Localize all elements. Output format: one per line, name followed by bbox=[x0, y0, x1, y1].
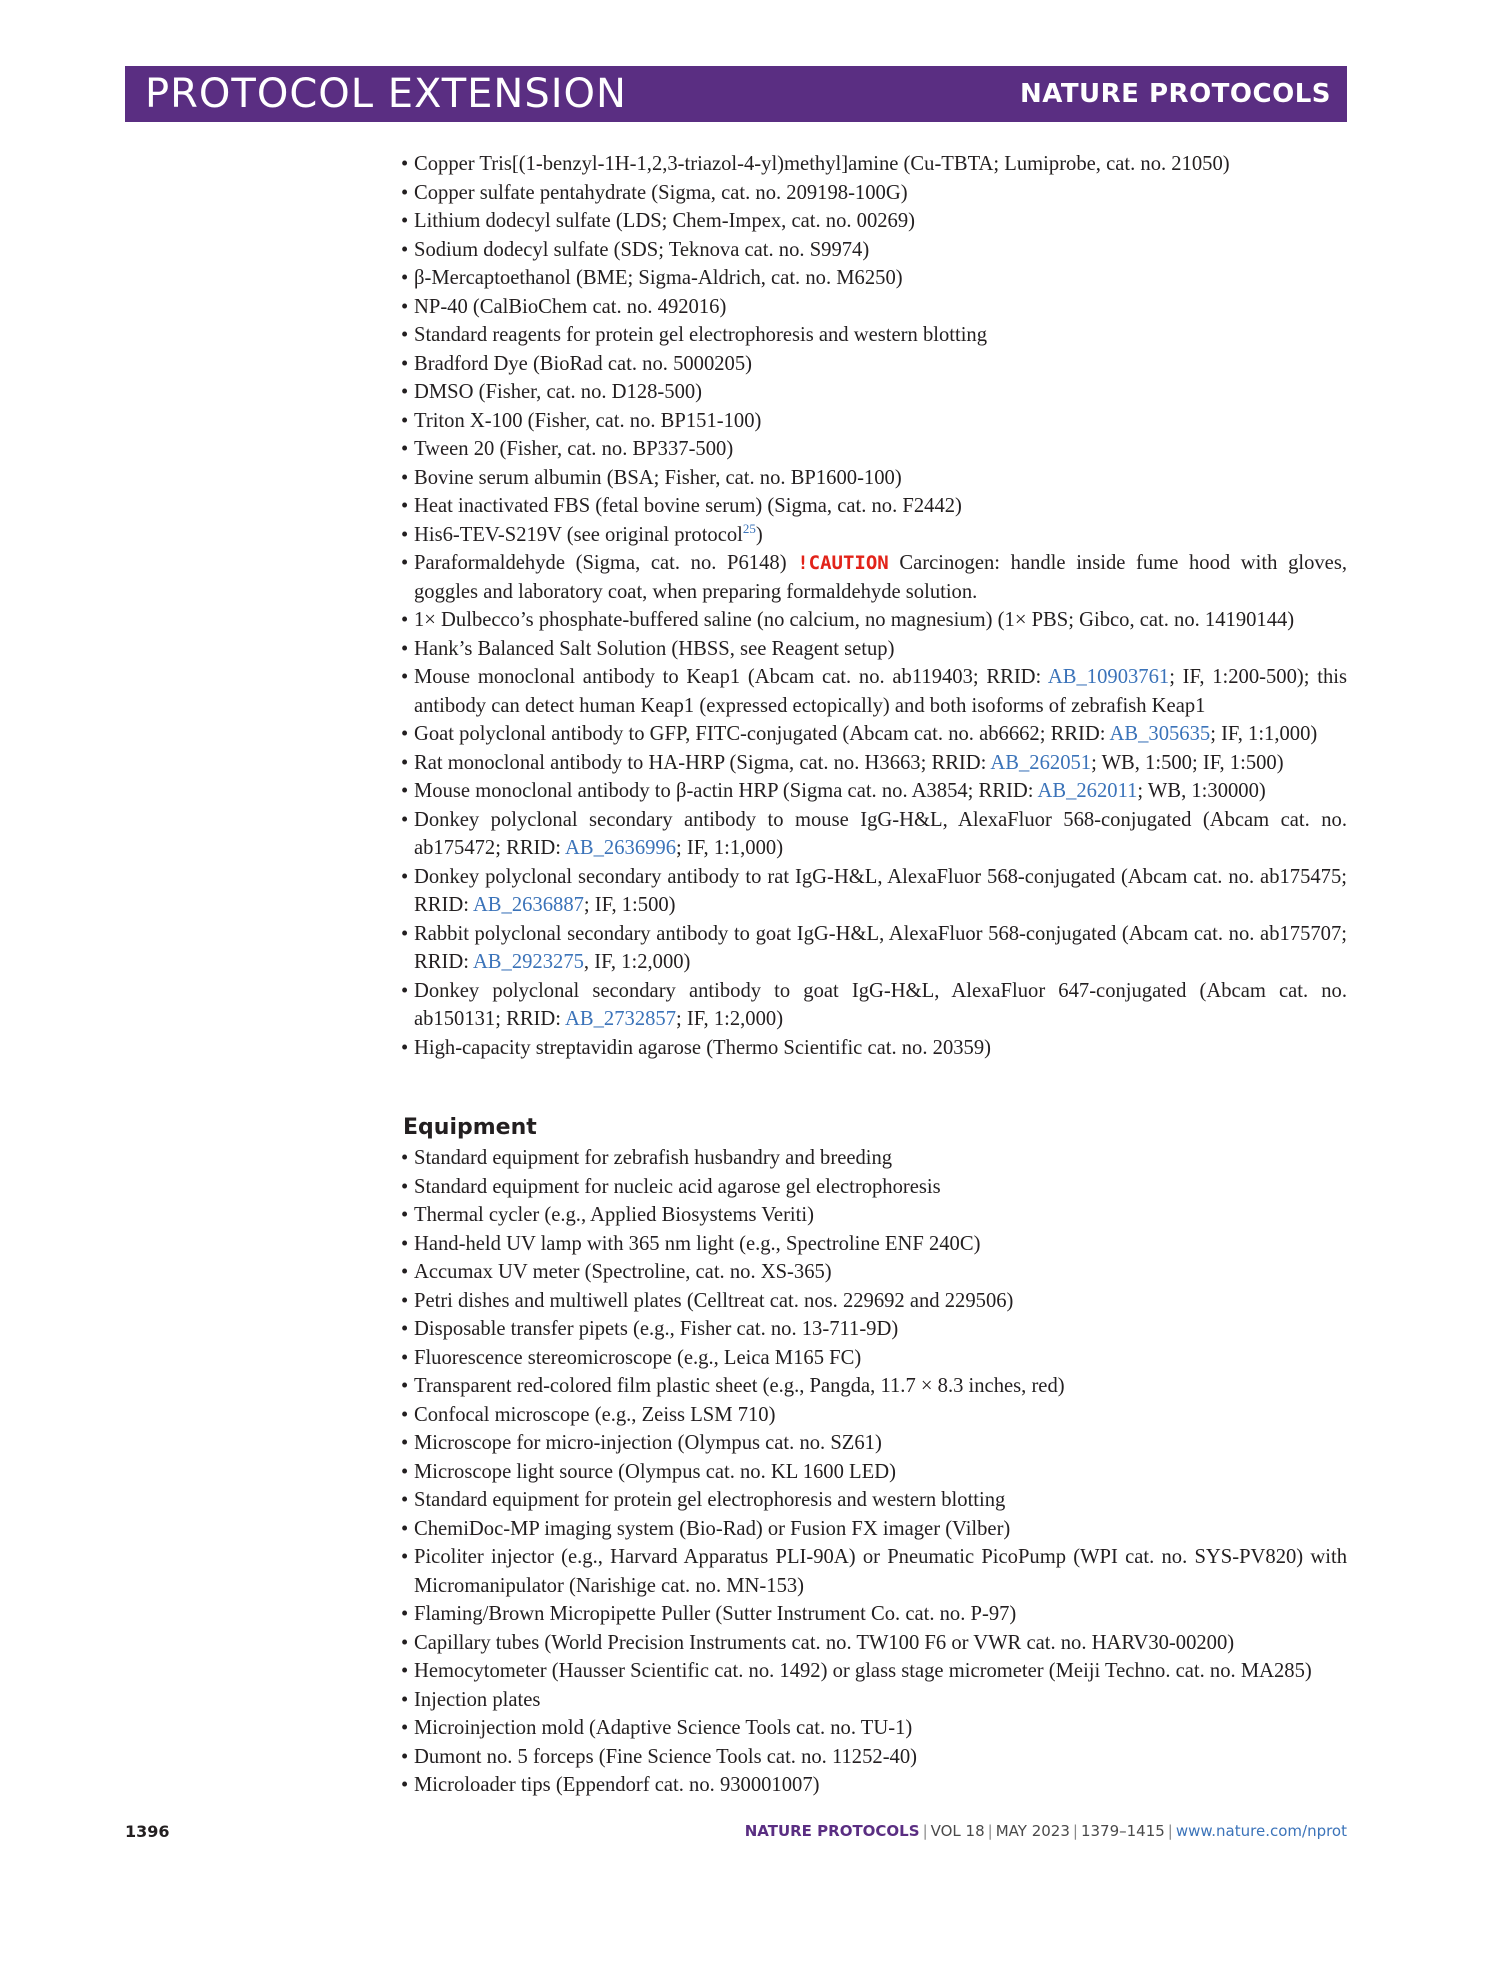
equipment-item: • Accumax UV meter (Spectroline, cat. no. XS-365) bbox=[403, 1258, 1347, 1287]
reagent-text: Bovine serum albumin (BSA; Fisher, cat. no. BP1600-100) bbox=[414, 466, 902, 489]
equipment-item: • Microscope light source (Olympus cat. no. KL 1600 LED) bbox=[403, 1458, 1347, 1487]
reagent-item bbox=[403, 321, 1347, 350]
reagent-text: Triton X-100 (Fisher, cat. no. BP151-100) bbox=[414, 409, 762, 432]
equipment-item: • Transparent red-colored film plastic sheet (e.g., Pangda, 11.7 × 8.3 inches, red) bbox=[403, 1372, 1347, 1401]
reagent-text: Lithium dodecyl sulfate (LDS; Chem-Impex, cat. no. 00269) bbox=[414, 210, 916, 232]
equipment-item: • ChemiDoc-MP imaging system (Bio-Rad) or Fusion FX imager (Vilber) bbox=[403, 1515, 1347, 1544]
equipment-item: • Standard equipment for zebrafish husbandry and breeding bbox=[403, 1144, 1347, 1173]
reagent-text: ; WB, 1:30000) bbox=[1137, 780, 1266, 802]
reagent-text: Hank’s Balanced Salt Solution (HBSS, see Reagent setup) bbox=[414, 637, 895, 660]
equipment-item: • Flaming/Brown Micropipette Puller (Sutter Instrument Co. cat. no. P-97) bbox=[403, 1600, 1347, 1629]
equipment-item: • Hemocytometer (Hausser Scientific cat. no. 1492) or glass stage micrometer (Meiji Techno. cat. no. MA285) bbox=[403, 1657, 1347, 1686]
reagent-text: Paraformaldehyde (Sigma, cat. no. P6148) bbox=[414, 552, 798, 574]
reagent-list bbox=[403, 150, 1347, 1062]
reagent-text: ; IF, 1:1,000) bbox=[676, 837, 784, 859]
page-footer bbox=[125, 1822, 1347, 1846]
equipment-item: • Standard equipment for nucleic acid agarose gel electrophoresis bbox=[403, 1173, 1347, 1202]
footer-separator: | bbox=[1167, 1822, 1173, 1840]
reagent-text: DMSO (Fisher, cat. no. D128-500) bbox=[414, 381, 703, 403]
reagent-text: ; IF, 1:500) bbox=[583, 894, 676, 916]
equipment-item: • Microinjection mold (Adaptive Science Tools cat. no. TU-1) bbox=[403, 1714, 1347, 1743]
footer-separator: | bbox=[1072, 1822, 1078, 1840]
reagent-item bbox=[403, 521, 1347, 550]
equipment-item: • Injection plates bbox=[403, 1686, 1347, 1715]
reagent-text: Bradford Dye (BioRad cat. no. 5000205) bbox=[414, 352, 753, 375]
reagent-text: Carcinogen: handle inside fume hood with gloves, goggles and laboratory coat, when preparing formaldehyde solution. bbox=[414, 552, 1347, 603]
rrid-link[interactable]: AB_262011 bbox=[1037, 780, 1138, 802]
reagent-item bbox=[403, 179, 1347, 208]
equipment-item: • Petri dishes and multiwell plates (Celltreat cat. nos. 229692 and 229506) bbox=[403, 1287, 1347, 1316]
reagent-text: Donkey polyclonal secondary antibody to rat IgG-H&L, AlexaFluor 568-conjugated (Abcam cat. no. ab175475; RRID: bbox=[414, 865, 1347, 916]
reagent-text: Standard reagents for protein gel electrophoresis and western blotting bbox=[414, 324, 988, 346]
reagent-text: ; IF, 1:200-500); this antibody can detect human Keap1 (expressed ectopically) and both isoforms of zebrafish Keap1 bbox=[414, 666, 1347, 717]
reagent-item bbox=[403, 663, 1347, 720]
reagent-item bbox=[403, 407, 1347, 436]
main-content bbox=[403, 150, 1347, 1800]
equipment-item: • Microloader tips (Eppendorf cat. no. 930001007) bbox=[403, 1771, 1347, 1800]
reagent-text: β-Mercaptoethanol (BME; Sigma-Aldrich, cat. no. M6250) bbox=[414, 267, 903, 289]
reagent-text: , IF, 1:2,000) bbox=[583, 951, 691, 973]
reagent-text: Sodium dodecyl sulfate (SDS; Teknova cat. no. S9974) bbox=[414, 238, 870, 261]
equipment-item: • Thermal cycler (e.g., Applied Biosystems Veriti) bbox=[403, 1201, 1347, 1230]
reagent-text: Rabbit polyclonal secondary antibody to goat IgG-H&L, AlexaFluor 568-conjugated (Abcam cat. no. ab175707; RRID: bbox=[414, 922, 1347, 973]
reagent-item bbox=[403, 749, 1347, 778]
reagent-item bbox=[403, 1034, 1347, 1063]
rrid-link[interactable]: AB_2636996 bbox=[565, 837, 677, 859]
page-number: 1396 bbox=[125, 1822, 170, 1841]
reagent-text: ; IF, 1:1,000) bbox=[1210, 723, 1318, 745]
reagent-text: ) bbox=[755, 523, 763, 546]
footer-journal-name: NATURE PROTOCOLS bbox=[744, 1822, 920, 1840]
reagent-text: Goat polyclonal antibody to GFP, FITC-conjugated (Abcam cat. no. ab6662; RRID: bbox=[414, 723, 1110, 745]
reagent-item bbox=[403, 207, 1347, 236]
equipment-item: • Standard equipment for protein gel electrophoresis and western blotting bbox=[403, 1486, 1347, 1515]
footer-separator: | bbox=[922, 1822, 928, 1840]
reagent-text: Mouse monoclonal antibody to β-actin HRP (Sigma cat. no. A3854; RRID: bbox=[414, 780, 1038, 802]
caution-label: !CAUTION bbox=[797, 552, 889, 574]
reagent-item bbox=[403, 863, 1347, 920]
reagent-item bbox=[403, 920, 1347, 977]
reagent-text: Mouse monoclonal antibody to Keap1 (Abcam cat. no. ab119403; RRID: bbox=[414, 666, 1048, 688]
equipment-item: • Dumont no. 5 forceps (Fine Science Tools cat. no. 11252-40) bbox=[403, 1743, 1347, 1772]
rrid-link[interactable]: AB_2923275 bbox=[472, 951, 584, 973]
reagent-item bbox=[403, 777, 1347, 806]
reagent-item bbox=[403, 806, 1347, 863]
reagent-item bbox=[403, 236, 1347, 265]
reagent-text: Donkey polyclonal secondary antibody to goat IgG-H&L, AlexaFluor 647-conjugated (Abcam cat. no. ab150131; RRID: bbox=[414, 979, 1347, 1030]
equipment-item: • Fluorescence stereomicroscope (e.g., Leica M165 FC) bbox=[403, 1344, 1347, 1373]
equipment-heading: Equipment bbox=[403, 1115, 537, 1140]
equipment-item: • Confocal microscope (e.g., Zeiss LSM 710) bbox=[403, 1401, 1347, 1430]
footer-volume: VOL 18 bbox=[930, 1822, 985, 1840]
reagent-item bbox=[403, 293, 1347, 322]
journal-title: NATURE PROTOCOLS bbox=[1019, 79, 1331, 109]
rrid-link[interactable]: AB_10903761 bbox=[1047, 666, 1170, 688]
reagent-text: 1× Dulbecco’s phosphate-buffered saline (no calcium, no magnesium) (1× PBS; Gibco, cat. no. 14190144) bbox=[414, 609, 1295, 631]
footer-date: MAY 2023 bbox=[995, 1822, 1070, 1840]
reagent-text: His6-TEV-S219V (see original protocol bbox=[414, 523, 743, 546]
reference-link[interactable]: 25 bbox=[742, 520, 756, 536]
reagent-text: Rat monoclonal antibody to HA-HRP (Sigma, cat. no. H3663; RRID: bbox=[414, 751, 991, 774]
reagent-text: Copper Tris[(1-benzyl-1H-1,2,3-triazol-4-yl)methyl]amine (Cu-TBTA; Lumiprobe, cat. no. 21050) bbox=[414, 153, 1230, 175]
header-banner bbox=[125, 66, 1347, 122]
reagent-text: Donkey polyclonal secondary antibody to mouse IgG-H&L, AlexaFluor 568-conjugated (Abcam cat. no. ab175472; RRID: bbox=[414, 808, 1347, 859]
rrid-link[interactable]: AB_2732857 bbox=[565, 1008, 677, 1030]
equipment-item: • Capillary tubes (World Precision Instruments cat. no. TW100 F6 or VWR cat. no. HARV30-00200) bbox=[403, 1629, 1347, 1658]
section-label: PROTOCOL EXTENSION bbox=[145, 71, 627, 117]
equipment-list bbox=[403, 1144, 1347, 1800]
equipment-item: • Picoliter injector (e.g., Harvard Apparatus PLI-90A) or Pneumatic PicoPump (WPI cat. no. SYS-PV820) with Micromanipulator (Narishige cat. no. MN-153) bbox=[403, 1543, 1347, 1600]
rrid-link[interactable]: AB_2636887 bbox=[472, 894, 584, 916]
equipment-item: • Disposable transfer pipets (e.g., Fisher cat. no. 13-711-9D) bbox=[403, 1315, 1347, 1344]
equipment-item: • Microscope for micro-injection (Olympus cat. no. SZ61) bbox=[403, 1429, 1347, 1458]
reagent-text: ; WB, 1:500; IF, 1:500) bbox=[1091, 751, 1284, 774]
reagent-text: NP-40 (CalBioChem cat. no. 492016) bbox=[414, 295, 727, 318]
footer-separator: | bbox=[987, 1822, 993, 1840]
reagent-item bbox=[403, 435, 1347, 464]
reagent-item bbox=[403, 492, 1347, 521]
reagent-item bbox=[403, 464, 1347, 493]
reagent-item bbox=[403, 606, 1347, 635]
reagent-item bbox=[403, 635, 1347, 664]
reagent-item bbox=[403, 549, 1347, 606]
reagent-text: ; IF, 1:2,000) bbox=[676, 1008, 784, 1030]
reagent-text: Tween 20 (Fisher, cat. no. BP337-500) bbox=[414, 438, 734, 460]
rrid-link[interactable]: AB_262051 bbox=[990, 751, 1092, 774]
reagent-item bbox=[403, 150, 1347, 179]
reagent-item bbox=[403, 264, 1347, 293]
reagent-item bbox=[403, 378, 1347, 407]
reagent-text: Copper sulfate pentahydrate (Sigma, cat. no. 209198-100G) bbox=[414, 181, 908, 204]
reagent-item bbox=[403, 977, 1347, 1034]
rrid-link[interactable]: AB_305635 bbox=[1109, 723, 1211, 745]
journal-citation bbox=[745, 1822, 1347, 1840]
reagent-text: High-capacity streptavidin agarose (Thermo Scientific cat. no. 20359) bbox=[414, 1036, 991, 1059]
equipment-item: • Hand-held UV lamp with 365 nm light (e.g., Spectroline ENF 240C) bbox=[403, 1230, 1347, 1259]
reagent-item bbox=[403, 720, 1347, 749]
footer-pages: 1379–1415 bbox=[1080, 1822, 1165, 1840]
reagent-text: Heat inactivated FBS (fetal bovine serum) (Sigma, cat. no. F2442) bbox=[414, 495, 962, 517]
journal-url-link[interactable]: www.nature.com/nprot bbox=[1175, 1822, 1347, 1840]
reagent-item bbox=[403, 350, 1347, 379]
